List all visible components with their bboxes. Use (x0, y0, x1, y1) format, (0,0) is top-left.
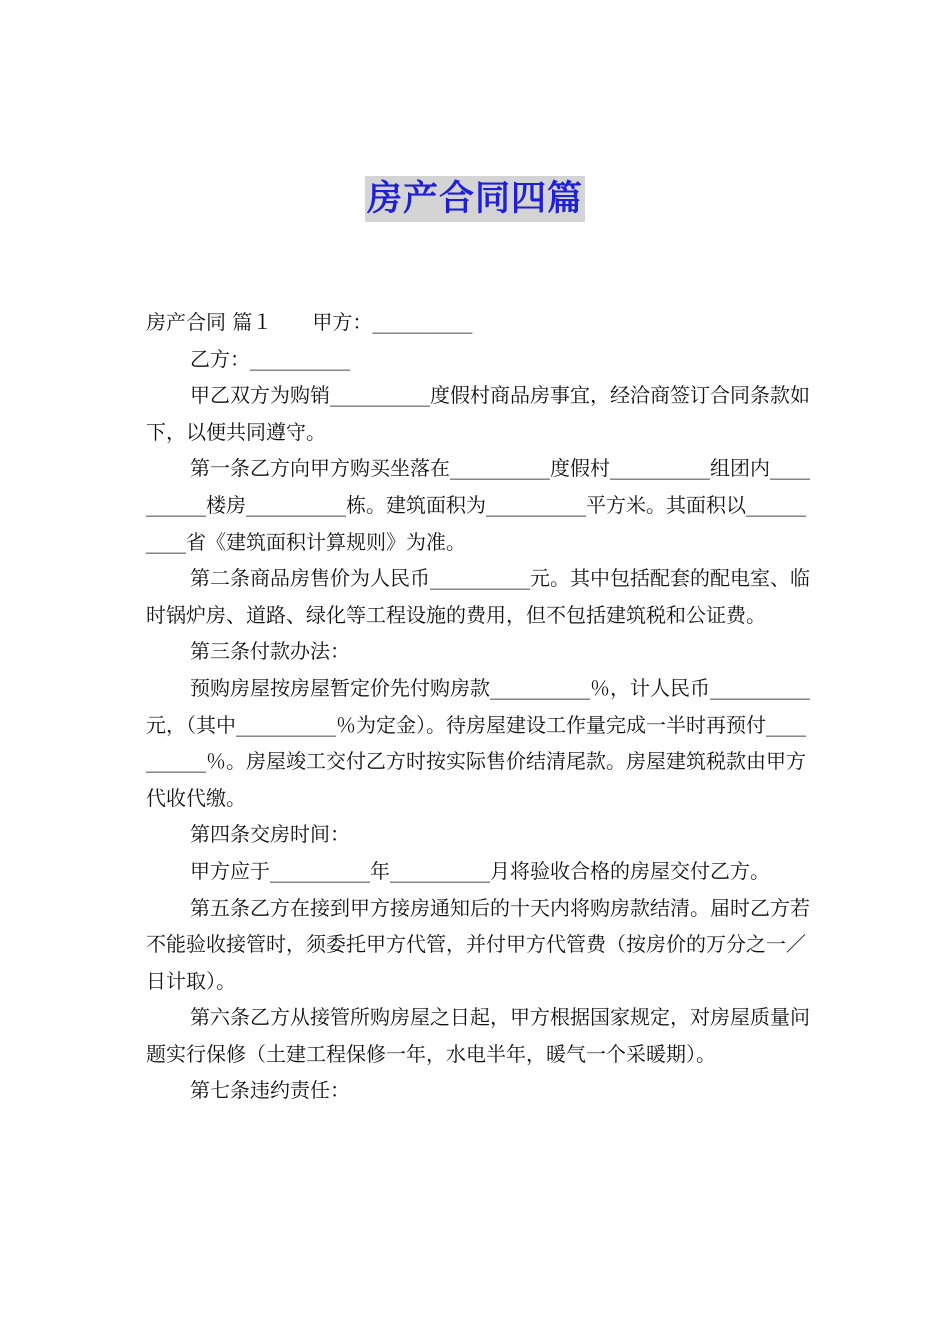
paragraph-article-4-heading: 第四条交房时间： (190, 822, 350, 847)
paragraph-article-7-heading: 第七条违约责任： (190, 1078, 350, 1103)
paragraph-article-2: 第二条商品房售价为人民币__________元。其中包括配套的配电室、临时锅炉房、道路、绿化等工程设施的费用，但不包括建筑税和公证费。 (146, 566, 810, 627)
paragraph-article-4-body: 甲方应于__________年__________月将验收合格的房屋交付乙方。 (190, 858, 770, 883)
paragraph-article-1: 第一条乙方向甲方购买坐落在__________度假村__________组团内__________楼房__________栋。建筑面积为__________平方米。其面积以__________省《建筑面积计算规则》为准。 (146, 456, 810, 554)
paragraph-article-3-heading: 第三条付款办法： (190, 639, 350, 664)
paragraph-intro: 甲乙双方为购销__________度假村商品房事宜，经洽商签订合同条款如下，以便共同遵守。 (146, 383, 810, 444)
paragraph-article-6: 第六条乙方从接管所购房屋之日起，甲方根据国家规定，对房屋质量问题实行保修（土建工程保修一年，水电半年，暖气一个采暖期）。 (146, 1005, 810, 1066)
heading-line (146, 304, 814, 341)
document-body (146, 304, 814, 1109)
contract-heading-label: 房产合同 篇１ (146, 310, 273, 334)
paragraph-article-5: 第五条乙方在接到甲方接房通知后的十天内将购房款结清。届时乙方若不能验收接管时，须委托甲方代管，并付甲方代管费（按房价的万分之一／日计取）。 (146, 895, 810, 993)
title-container (0, 176, 950, 222)
paragraph-party-b: 乙方：__________ (190, 346, 350, 371)
party-a-line: 甲方：__________ (312, 310, 473, 334)
document-title: 房产合同四篇 (365, 176, 585, 222)
paragraph-article-3-body: 预购房屋按房屋暂定价先付购房款__________％，计人民币__________元，（其中__________％为定金）。待房屋建设工作量完成一半时再预付__________％。房屋竣工交付乙方时按实际售价结清尾款。房屋建筑税款由甲方代收代缴。 (146, 675, 810, 810)
